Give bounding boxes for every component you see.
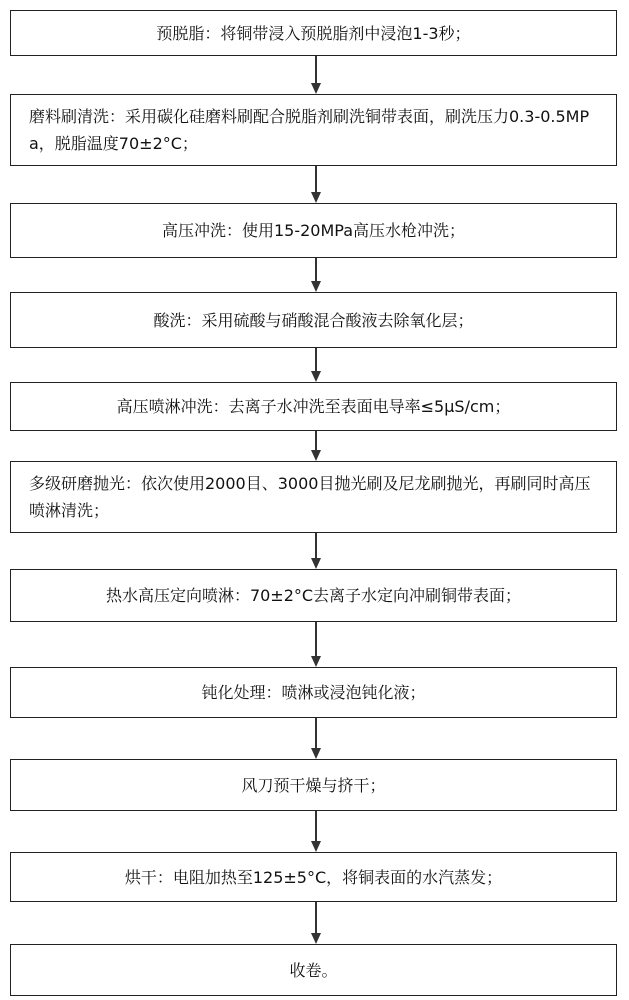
step-label: 烘干：电阻加热至125±5°C，将铜表面的水汽蒸发； — [124, 867, 503, 887]
step-label: 预脱脂：将铜带浸入预脱脂剂中浸泡1-3秒； — [156, 23, 471, 43]
step-pre-degreasing — [10, 10, 617, 56]
step-label: 磨料刷清洗：采用碳化硅磨料刷配合脱脂剂刷洗铜带表面，刷洗压力0.3-0.5MPa，脱脂温度70±2°C； — [29, 107, 590, 153]
step-label: 钝化处理：喷淋或浸泡钝化液； — [201, 683, 426, 702]
arrow-down — [311, 533, 321, 569]
arrow-down — [311, 258, 321, 292]
step-air-knife-drying — [10, 759, 617, 811]
step-oven-drying — [10, 852, 617, 902]
step-high-pressure-rinse — [10, 203, 617, 258]
arrow-down — [311, 348, 321, 382]
step-multistage-polishing — [10, 461, 617, 533]
arrow-down — [311, 56, 321, 94]
step-label: 酸洗：采用硫酸与硝酸混合酸液去除氧化层； — [153, 310, 474, 330]
arrow-down — [311, 902, 321, 944]
step-high-pressure-spray-rinse — [10, 382, 617, 431]
step-label: 风刀预干燥与挤干； — [241, 775, 386, 795]
step-hot-water-directional-spray — [10, 569, 617, 622]
step-label: 热水高压定向喷淋：70±2°C去离子水定向冲刷铜带表面； — [105, 586, 522, 605]
arrow-down — [311, 622, 321, 667]
arrow-down — [311, 811, 321, 852]
step-label: 收卷。 — [289, 960, 338, 980]
step-passivation — [10, 667, 617, 718]
step-label: 高压冲洗：使用15-20MPa高压水枪冲洗； — [161, 221, 466, 240]
step-pickling — [10, 292, 617, 348]
step-coiling — [10, 944, 617, 996]
step-label: 高压喷淋冲洗：去离子水冲洗至表面电导率≤5μS/cm； — [116, 397, 511, 416]
step-abrasive-brush-cleaning — [10, 94, 617, 166]
arrow-down — [311, 718, 321, 759]
arrow-down — [311, 431, 321, 461]
arrow-down — [311, 166, 321, 203]
step-label: 多级研磨抛光：依次使用2000目、3000目抛光刷及尼龙刷抛光，再刷同时高压喷淋清洗； — [29, 474, 591, 520]
